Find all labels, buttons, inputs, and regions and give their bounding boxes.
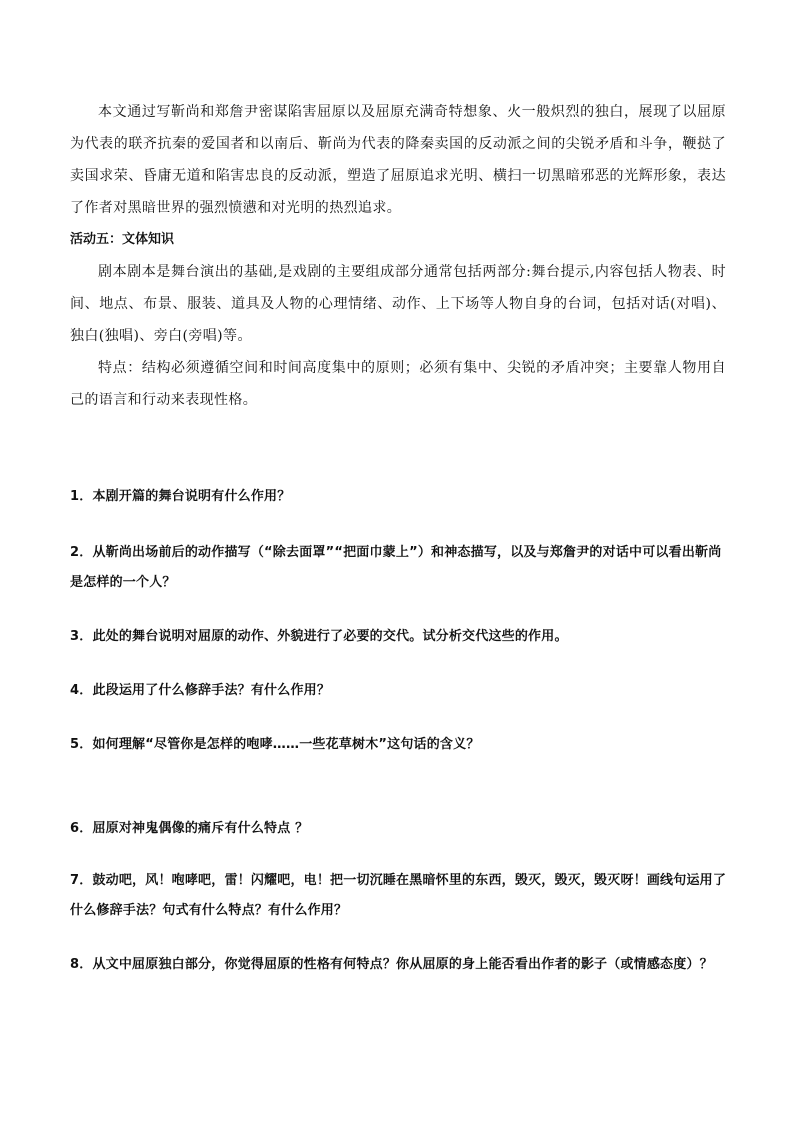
question-4: 4．此段运用了什么修辞手法？有什么作用？ xyxy=(70,683,331,698)
genre-definition-paragraph: 剧本剧本是舞台演出的基础,是戏剧的主要组成部分通常包括两部分:舞台提示,内容包括人物表、时间、地点、布景、服装、道具及人物的心理情绪、动作、上下场等人物自身的台词，包括对话(对唱)、独白(独唱)、旁白(旁唱)等。 xyxy=(70,264,726,344)
question-7: 7．鼓动吧，风！咆哮吧，雷！闪耀吧，电！把一切沉睡在黑暗怀里的东西，毁灭，毁灭，毁灭呀！画线句运用了什么修辞手法？句式有什么特点？有什么作用？ xyxy=(70,873,727,918)
question-8: 8．从文中屈原独白部分，你觉得屈原的性格有何特点？你从屈原的身上能否看出作者的影子（或情感态度）？ xyxy=(70,957,713,972)
question-5: 5．如何理解“尽管你是怎样的咆哮……一些花草树木”这句话的含义？ xyxy=(70,737,480,752)
question-6: 6．屈原对神鬼偶像的痛斥有什么特点 ？ xyxy=(70,821,309,836)
question-2: 2．从靳尚出场前后的动作描写（“除去面罩”“把面巾蒙上”）和神态描写，以及与郑詹尹的对话中可以看出靳尚是怎样的一个人？ xyxy=(70,545,722,590)
summary-paragraph: 本文通过写靳尚和郑詹尹密谋陷害屈原以及屈原充满奇特想象、火一般炽烈的独白，展现了以屈原为代表的联齐抗秦的爱国者和以南后、靳尚为代表的降秦卖国的反动派之间的尖锐矛盾和斗争，鞭挞了卖国求荣、昏庸无道和陷害忠良的反动派，塑造了屈原追求光明、横扫一切黑暗邪恶的光辉形象，表达了作者对黑暗世界的强烈愤懑和对光明的热烈追求。 xyxy=(70,104,726,216)
question-3: 3．此处的舞台说明对屈原的动作、外貌进行了必要的交代。试分析交代这些的作用。 xyxy=(70,629,568,644)
intro-section xyxy=(70,96,726,416)
genre-features-paragraph: 特点：结构必须遵循空间和时间高度集中的原则；必须有集中、尖锐的矛盾冲突；主要靠人物用自己的语言和行动来表现性格。 xyxy=(70,360,726,408)
question-1: 1．本剧开篇的舞台说明有什么作用？ xyxy=(70,489,291,504)
activity-heading: 活动五：文体知识 xyxy=(70,232,175,247)
